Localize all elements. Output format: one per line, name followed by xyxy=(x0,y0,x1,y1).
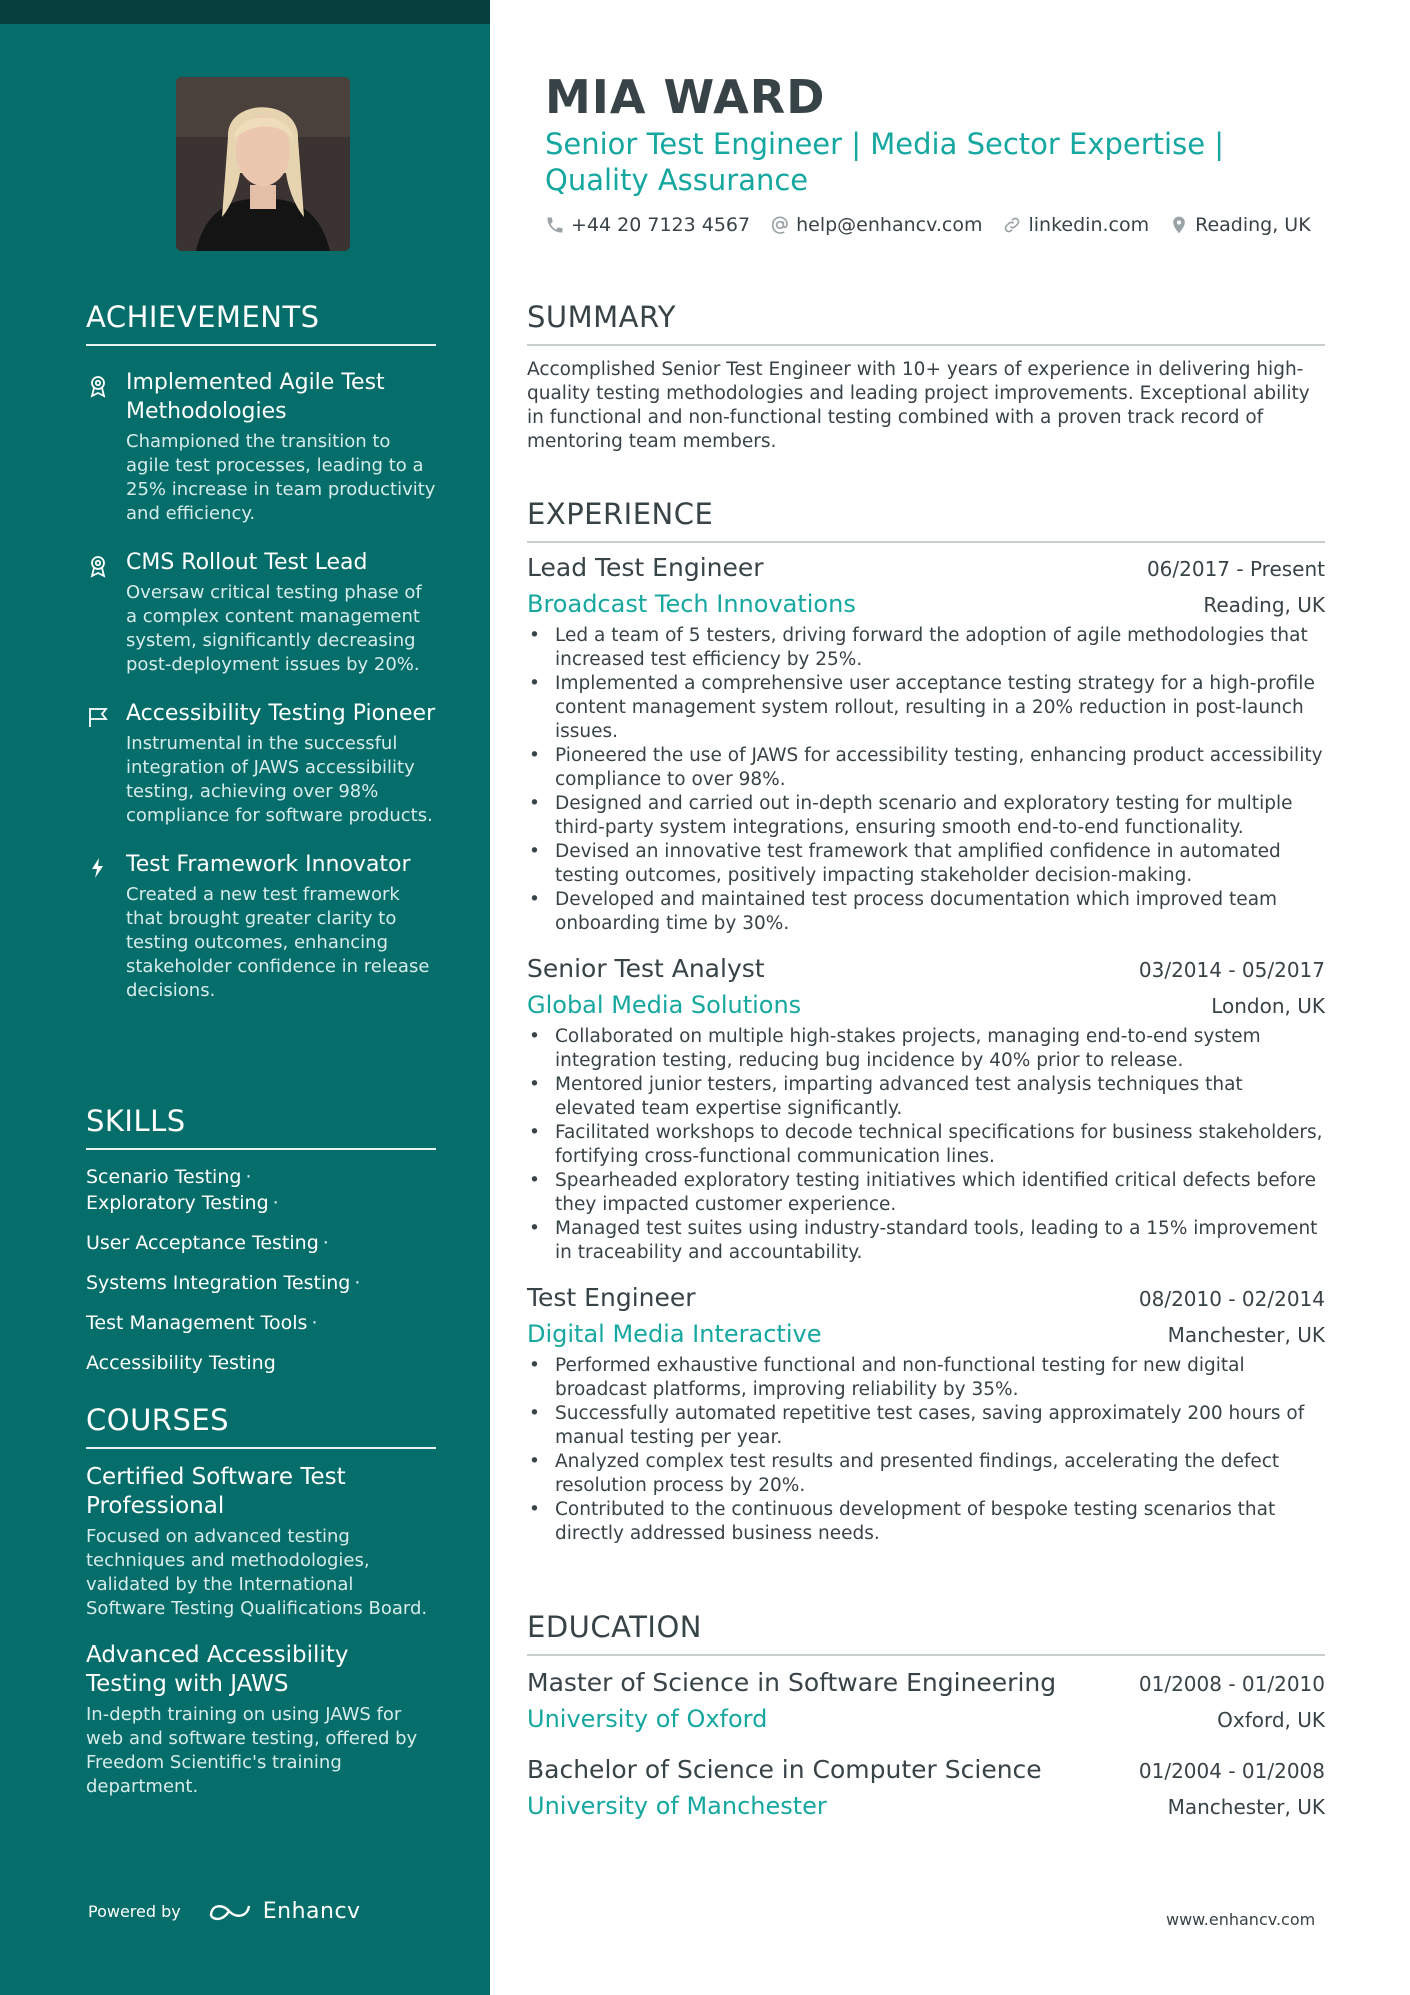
job-bullets xyxy=(527,1025,1325,1265)
skills-heading: SKILLS xyxy=(86,1104,436,1150)
job-bullet: • Facilitated workshops to decode technical specifications for business stakeholders, fortifying cross-functional communication lines. xyxy=(527,1121,1325,1169)
degree-dates: 01/2004 - 01/2008 xyxy=(1138,1759,1325,1783)
job-bullet: • Devised an innovative test framework that amplified confidence in automated testing outcomes, positively impacting stakeholder decision-making. xyxy=(527,840,1325,888)
summary-text: Accomplished Senior Test Engineer with 10+ years of experience in delivering high-quality testing methodologies and leading project improvements. Exceptional ability in functional and non-functional testing combined with a proven track record of mentoring team members. xyxy=(527,359,1310,452)
job-location: Reading, UK xyxy=(1203,593,1325,617)
job-bullet: • Mentored junior testers, imparting advanced test analysis techniques that elevated team expertise significantly. xyxy=(527,1073,1325,1121)
location-text: Reading, UK xyxy=(1195,214,1311,236)
summary-section xyxy=(527,300,1325,454)
achievements-heading: ACHIEVEMENTS xyxy=(86,300,436,346)
achievement-desc: Oversaw critical testing phase of a complex content management system, significantly decreasing post-deployment issues by 20%. xyxy=(126,582,422,675)
achievement-title: Test Framework Innovator xyxy=(126,852,411,877)
job-dates: 03/2014 - 05/2017 xyxy=(1138,958,1325,982)
linkedin-text: linkedin.com xyxy=(1028,214,1150,236)
job-company: Broadcast Tech Innovations xyxy=(527,590,856,618)
skills-list: Scenario Testing · Exploratory Testing · User Acceptance Testing · Systems Integration Testing · Test Management Tools · Accessibility Testing xyxy=(86,1166,361,1374)
experience-section xyxy=(527,497,1325,1546)
at-icon xyxy=(770,215,790,235)
job-bullet: • Led a team of 5 testers, driving forward the adoption of agile methodologies that increased test efficiency by 25%. xyxy=(527,624,1325,672)
achievement-desc: Championed the transition to agile test processes, leading to a 25% increase in team productivity and efficiency. xyxy=(126,431,436,524)
job-bullet: • Collaborated on multiple high-stakes projects, managing end-to-end system integration testing, reducing bug incidence by 40% prior to release. xyxy=(527,1025,1325,1073)
skills-section xyxy=(86,1104,436,1390)
job-location: London, UK xyxy=(1211,994,1325,1018)
job-bullets xyxy=(527,624,1325,936)
job-bullet: • Successfully automated repetitive test cases, saving approximately 200 hours of manual testing per year. xyxy=(527,1402,1325,1450)
powered-by-label: Powered by xyxy=(88,1901,181,1921)
headline: Senior Test Engineer | Media Sector Expertise | Quality Assurance xyxy=(545,127,1225,197)
skill-item: Exploratory Testing xyxy=(86,1192,269,1214)
job-title: Lead Test Engineer xyxy=(527,553,764,582)
achievement-title: CMS Rollout Test Lead xyxy=(126,550,368,575)
job-bullet: • Analyzed complex test results and presented findings, accelerating the defect resolution process by 20%. xyxy=(527,1450,1325,1498)
contact-email[interactable] xyxy=(770,214,982,236)
job-entry xyxy=(527,1283,1325,1546)
skill-item: Scenario Testing xyxy=(86,1166,242,1188)
contact-phone[interactable] xyxy=(545,214,750,236)
job-dates: 08/2010 - 02/2014 xyxy=(1138,1287,1325,1311)
summary-heading: SUMMARY xyxy=(527,300,1325,346)
achievement-desc: Instrumental in the successful integration of JAWS accessibility testing, achieving over 98% compliance for software products. xyxy=(126,733,433,826)
job-title: Senior Test Analyst xyxy=(527,954,765,983)
achievement-item xyxy=(86,699,436,828)
courses-heading: COURSES xyxy=(86,1403,436,1449)
course-desc: Focused on advanced testing techniques and methodologies, validated by the International Software Testing Qualifications Board. xyxy=(86,1526,428,1619)
award-icon xyxy=(86,374,110,398)
degree-title: Master of Science in Software Engineering xyxy=(527,1668,1057,1697)
brand-name: Enhancv xyxy=(262,1898,361,1924)
skill-item: Accessibility Testing xyxy=(86,1352,276,1374)
job-bullet: • Implemented a comprehensive user acceptance testing strategy for a high-profile content management system rollout, resulting in a 20% reduction in post-launch issues. xyxy=(527,672,1325,744)
degree-title: Bachelor of Science in Computer Science xyxy=(527,1755,1042,1784)
school-name: University of Oxford xyxy=(527,1705,768,1733)
job-company: Digital Media Interactive xyxy=(527,1320,822,1348)
school-location: Oxford, UK xyxy=(1217,1708,1325,1732)
achievement-desc: Created a new test framework that brought greater clarity to testing outcomes, enhancing stakeholder confidence in release decisions. xyxy=(126,884,430,1001)
job-bullet: • Performed exhaustive functional and non-functional testing for new digital broadcast platforms, improving reliability by 35%. xyxy=(527,1354,1325,1402)
profile-photo xyxy=(176,77,350,251)
job-bullet: • Managed test suites using industry-standard tools, leading to a 15% improvement in traceability and accountability. xyxy=(527,1217,1325,1265)
candidate-name: MIA WARD xyxy=(545,70,826,124)
experience-heading: EXPERIENCE xyxy=(527,497,1325,543)
course-title: Certified Software Test Professional xyxy=(86,1464,346,1519)
achievement-item xyxy=(86,548,436,677)
job-bullet: • Contributed to the continuous development of bespoke testing scenarios that directly addressed business needs. xyxy=(527,1498,1325,1546)
contact-location xyxy=(1169,214,1311,236)
education-entry xyxy=(527,1755,1325,1820)
course-item xyxy=(86,1463,436,1621)
job-company: Global Media Solutions xyxy=(527,991,802,1019)
flag-icon xyxy=(86,705,110,729)
degree-dates: 01/2008 - 01/2010 xyxy=(1138,1672,1325,1696)
location-pin-icon xyxy=(1169,215,1189,235)
school-name: University of Manchester xyxy=(527,1792,827,1820)
job-dates: 06/2017 - Present xyxy=(1146,557,1325,581)
skill-item: Test Management Tools xyxy=(86,1312,308,1334)
job-bullets xyxy=(527,1354,1325,1546)
phone-icon xyxy=(545,215,565,235)
school-location: Manchester, UK xyxy=(1167,1795,1325,1819)
education-heading: EDUCATION xyxy=(527,1610,1325,1656)
powered-by xyxy=(88,1898,361,1924)
job-location: Manchester, UK xyxy=(1167,1323,1325,1347)
skill-item: Systems Integration Testing xyxy=(86,1272,351,1294)
link-icon xyxy=(1002,215,1022,235)
award-icon xyxy=(86,554,110,578)
achievement-title: Implemented Agile Test Methodologies xyxy=(126,370,385,424)
job-bullet: • Pioneered the use of JAWS for accessibility testing, enhancing product accessibility compliance to over 98%. xyxy=(527,744,1325,792)
sidebar xyxy=(0,0,490,1995)
education-entry xyxy=(527,1668,1325,1733)
job-entry xyxy=(527,954,1325,1265)
lightning-icon xyxy=(86,856,110,880)
achievement-title: Accessibility Testing Pioneer xyxy=(126,701,436,726)
contact-linkedin[interactable] xyxy=(1002,214,1149,236)
course-title: Advanced Accessibility Testing with JAWS xyxy=(86,1642,349,1697)
job-title: Test Engineer xyxy=(527,1283,696,1312)
phone-text: +44 20 7123 4567 xyxy=(571,214,751,236)
job-entry xyxy=(527,553,1325,936)
sidebar-top-bar xyxy=(0,0,490,24)
achievements-section xyxy=(86,300,436,1003)
skill-item: User Acceptance Testing xyxy=(86,1232,319,1254)
achievement-item xyxy=(86,368,436,526)
course-desc: In-depth training on using JAWS for web and software testing, offered by Freedom Scientific's training department. xyxy=(86,1704,418,1797)
footer-website-link[interactable]: www.enhancv.com xyxy=(1166,1910,1316,1929)
course-item xyxy=(86,1641,436,1799)
job-bullet: • Designed and carried out in-depth scenario and exploratory testing for multiple third-party system integrations, ensuring smooth end-to-end functionality. xyxy=(527,792,1325,840)
job-bullet: • Spearheaded exploratory testing initiatives which identified critical defects before they impacted customer experience. xyxy=(527,1169,1325,1217)
contact-bar xyxy=(545,214,1331,236)
email-text: help@enhancv.com xyxy=(796,214,983,236)
enhancv-logo[interactable] xyxy=(207,1898,361,1924)
courses-section xyxy=(86,1403,436,1799)
job-bullet: • Developed and maintained test process documentation which improved team onboarding time by 30%. xyxy=(527,888,1325,936)
education-section xyxy=(527,1610,1325,1820)
enhancv-logo-icon xyxy=(207,1898,253,1924)
achievement-item xyxy=(86,850,436,1003)
